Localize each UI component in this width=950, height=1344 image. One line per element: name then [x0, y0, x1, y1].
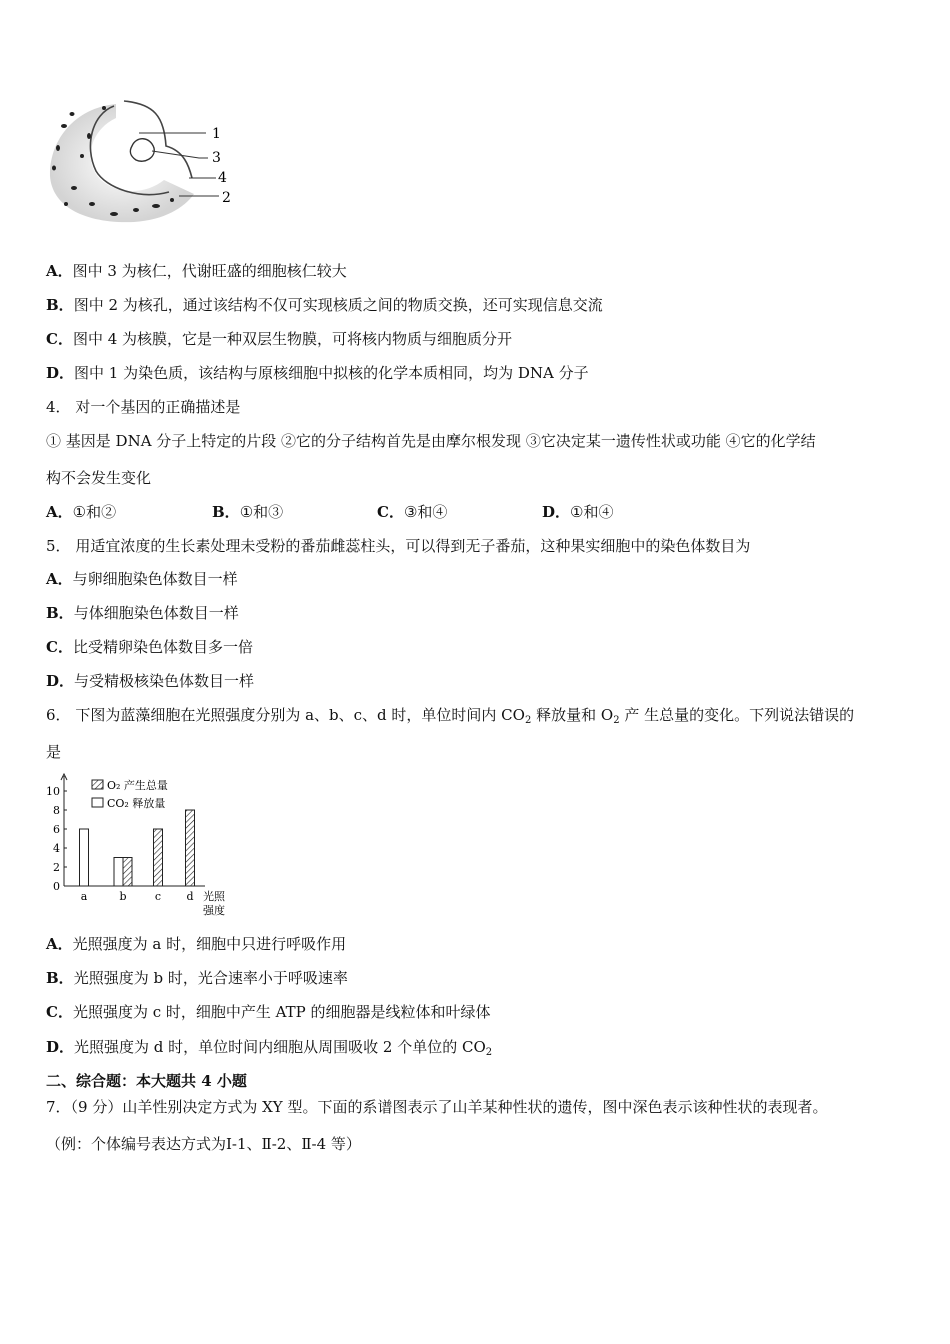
question-stem: 对一个基因的正确描述是 [75, 398, 241, 416]
option-key: A． [46, 570, 73, 588]
question-score: （9 分） [70, 1098, 123, 1116]
option-key: D． [46, 1038, 75, 1056]
label-4: 4 [218, 170, 227, 186]
q5-stem [46, 536, 750, 556]
option-text: 光照强度为 b 时，光合速率小于呼吸速率 [73, 969, 348, 987]
legend-swatch-co2 [92, 798, 103, 807]
option-key: C． [46, 1003, 73, 1021]
nucleolus [130, 139, 154, 162]
x-tick-label: a [80, 890, 88, 903]
y-tick-label: 4 [53, 842, 60, 855]
q5-option-c [46, 637, 253, 657]
q6-option-d [46, 1037, 492, 1063]
question-number: 5． [46, 537, 71, 555]
q4-statements-line2: 构不会发生变化 [46, 469, 152, 487]
q3-option-a [46, 261, 347, 281]
label-3: 3 [212, 150, 221, 166]
option-text: 图中 1 为染色质，该结构与原核细胞中拟核的化学本质相同，均为 DNA 分子 [74, 364, 589, 382]
bar-co2 [80, 829, 89, 886]
option-key: C． [46, 638, 73, 656]
question-number: 4． [46, 398, 71, 416]
bar-o2 [186, 810, 195, 886]
option-key: B． [46, 296, 74, 314]
q3-option-d [46, 363, 589, 383]
y-tick-label: 6 [53, 823, 60, 836]
question-stem: 用适宜浓度的生长素处理未受粉的番茄雌蕊柱头，可以得到无子番茄，这种果实细胞中的染色体数目为 [75, 537, 751, 555]
q5-option-b [46, 603, 239, 623]
option-text: 与体细胞染色体数目一样 [73, 604, 239, 622]
option-text: ①和③ [239, 503, 284, 521]
option-text: ①和④ [570, 503, 614, 521]
option-key: B． [46, 969, 74, 987]
label-1: 1 [212, 126, 221, 142]
option-text: ①和② [72, 503, 117, 521]
legend-label-co2: CO₂ 释放量 [107, 797, 166, 810]
legend-label-o2: O₂ 产生总量 [107, 779, 168, 792]
legend-swatch-o2 [92, 780, 103, 789]
option-text: 光照强度为 d 时，单位时间内细胞从周围吸收 2 个单位的 CO [74, 1038, 486, 1056]
q6-option-c [46, 1002, 491, 1022]
y-tick-label: 2 [53, 861, 60, 874]
subscript: 2 [485, 1047, 493, 1058]
subscript: 2 [524, 715, 532, 726]
stem-part1: 下图为蓝藻细胞在光照强度分别为 a、b、c、d 时，单位时间内 CO [75, 706, 525, 724]
y-tick-label: 0 [53, 880, 60, 893]
option-text: 比受精卵染色体数目多一倍 [72, 638, 253, 656]
q6-stem-line2: 是 [46, 743, 62, 761]
label-2: 2 [222, 190, 231, 206]
chart-bars [80, 810, 226, 917]
bar-co2 [114, 858, 123, 887]
option-key: C． [377, 503, 404, 521]
chart-legend [92, 778, 168, 810]
q6-stem [46, 705, 854, 731]
x-tick-label: d [186, 890, 194, 903]
option-key: A． [46, 935, 73, 953]
cell-nucleus-figure [44, 96, 244, 231]
q5-option-d [46, 671, 254, 691]
y-tick-label: 10 [46, 785, 60, 798]
option-text: 光照强度为 c 时，细胞中产生 ATP 的细胞器是线粒体和叶绿体 [72, 1003, 491, 1021]
q4-option-b [212, 502, 283, 522]
option-text: 图中 4 为核膜，它是一种双层生物膜，可将核内物质与细胞质分开 [72, 330, 513, 348]
q3-option-c [46, 329, 512, 349]
option-text: 图中 3 为核仁，代谢旺盛的细胞核仁较大 [72, 262, 347, 280]
option-text: 光照强度为 a 时，细胞中只进行呼吸作用 [72, 935, 347, 953]
nuclear-envelope-outer [124, 101, 192, 178]
q3-option-b [46, 295, 603, 315]
option-key: C． [46, 330, 73, 348]
option-text: 与受精极核染色体数目一样 [74, 672, 255, 690]
x-tick-label: c [154, 890, 162, 903]
q7-note: （例：个体编号表达方式为Ⅰ-1、Ⅱ-2、Ⅱ-4 等） [46, 1135, 361, 1153]
option-key: A． [46, 262, 73, 280]
q4-option-c [377, 502, 447, 522]
option-key: B． [46, 604, 74, 622]
cytoplasm-ring [50, 104, 194, 222]
stem-part3: 产 生总量的变化。下列说法错误的 [619, 706, 855, 724]
option-key: D． [46, 672, 75, 690]
option-text: 图中 2 为核孔，通过该结构不仅可实现核质之间的物质交换，还可实现信息交流 [73, 296, 603, 314]
q4-option-a [46, 502, 116, 522]
subscript: 2 [613, 715, 620, 726]
bar-o2 [123, 858, 132, 887]
bar-chart [40, 770, 260, 920]
option-text: ③和④ [403, 503, 448, 521]
y-tick-label: 8 [53, 804, 60, 817]
q6-option-b [46, 968, 348, 988]
stem-part2: 释放量和 O [531, 706, 614, 724]
option-key: B． [212, 503, 240, 521]
option-key: D． [46, 364, 75, 382]
q4-statements-line1: ① 基因是 DNA 分子上特定的片段 ②它的分子结构首先是由摩尔根发现 ③它决定某一遗传性状或功能 ④它的化学结 [46, 432, 816, 450]
x-axis-label: 光照 [203, 890, 225, 903]
q4-option-d [542, 502, 613, 522]
section-title: 二、综合题：本大题共 4 小题 [46, 1072, 247, 1090]
bar-o2 [154, 829, 163, 886]
x-axis-label: 强度 [203, 904, 225, 917]
option-text: 与卵细胞染色体数目一样 [72, 570, 238, 588]
question-number: 6． [46, 706, 71, 724]
q4-stem [46, 397, 240, 417]
x-tick-label: b [119, 890, 127, 903]
option-key: D． [542, 503, 571, 521]
question-number: 7． [46, 1098, 71, 1116]
q7-stem [46, 1097, 827, 1117]
q6-option-a [46, 934, 346, 954]
q5-option-a [46, 569, 238, 589]
question-stem: 山羊性别决定方式为 XY 型。下面的系谱图表示了山羊某种性状的遗传，图中深色表示该种性状的表现者。 [122, 1098, 828, 1116]
option-key: A． [46, 503, 73, 521]
